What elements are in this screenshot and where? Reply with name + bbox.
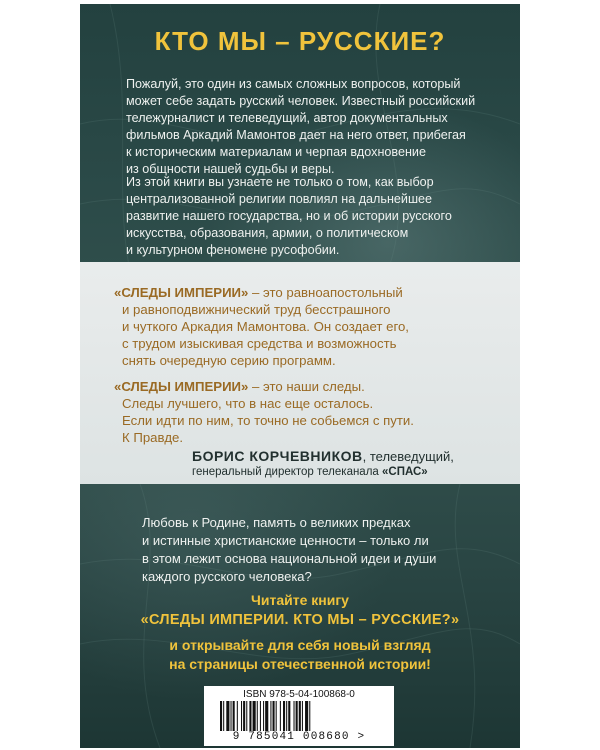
barcode-bar	[237, 701, 238, 731]
author-line	[192, 448, 512, 464]
quote-line: К Правде.	[122, 430, 184, 445]
quote-text: – это равноапостольный	[248, 285, 403, 300]
quote-second-line	[114, 378, 494, 395]
quote-line: и чуткого Аркадия Мамонтова. Он создает его,	[122, 319, 409, 334]
barcode-bar	[276, 701, 277, 731]
barcode-bar	[299, 701, 301, 731]
cover-title: КТО МЫ – РУССКИЕ?	[154, 26, 446, 56]
barcode-bar	[246, 701, 247, 731]
second-line: и культурном феномене русофобии.	[126, 243, 340, 257]
barcode-bar	[260, 701, 261, 731]
barcode-bar	[226, 701, 229, 731]
barcode-bar	[283, 701, 285, 731]
quote-line: снять очередную серию программ.	[122, 353, 336, 368]
quote-text: – это наши следы.	[248, 379, 365, 394]
barcode-bar	[265, 701, 268, 731]
quote-line: и равноподвижнический труд бесстрашного	[122, 302, 391, 317]
barcode-bar	[288, 701, 290, 731]
barcode-bar	[270, 701, 271, 731]
cta-line: и открывайте для себя новый взгляд	[169, 637, 431, 653]
second-line: развитие нашего государства, но и об истории русского	[126, 209, 452, 223]
second-line: искусства, образования, армии, о политическом	[126, 226, 409, 240]
barcode-digits: 9 785041 008680 >	[232, 731, 366, 743]
cta-book-title: «СЛЕДЫ ИМПЕРИИ. КТО МЫ – РУССКИЕ?»	[140, 612, 460, 628]
closing-line: каждого русского человека?	[142, 569, 312, 584]
barcode-bar	[243, 701, 245, 731]
barcode-bar	[257, 701, 258, 731]
barcode-bar	[273, 701, 275, 731]
barcode-box	[204, 686, 394, 746]
quote-first	[114, 284, 494, 369]
barcode-bar	[302, 701, 303, 731]
closing-line: в этом лежит основа национальной идеи и души	[142, 551, 437, 566]
quote-title: «СЛЕДЫ ИМПЕРИИ»	[114, 285, 249, 300]
cta-text	[80, 636, 520, 674]
cta-line: на страницы отечественной истории!	[169, 656, 431, 672]
quote-title: «СЛЕДЫ ИМПЕРИИ»	[114, 379, 249, 394]
closing-line: и истинные христианские ценности – только ли	[142, 533, 429, 548]
intro-line: фильмов Аркадий Мамонтов дает на него ответ, прибегая	[126, 128, 466, 142]
author-position	[192, 466, 512, 478]
barcode-bar	[249, 701, 251, 731]
intro-line: Пожалуй, это один из самых сложных вопросов, который	[126, 77, 461, 91]
barcode-bar	[231, 701, 232, 731]
quote-second	[114, 378, 494, 446]
quote-author	[192, 448, 512, 478]
author-name: БОРИС КОРЧЕВНИКОВ	[192, 448, 363, 464]
intro-paragraph	[126, 76, 486, 178]
channel-name: «СПАС»	[382, 466, 428, 478]
barcode-bar	[286, 701, 287, 731]
author-role: , телеведущий,	[362, 449, 454, 464]
intro-line: из общности нашей судьбы и веры.	[126, 162, 335, 176]
closing-line: Любовь к Родине, память о великих предках	[142, 515, 411, 530]
second-line: Из этой книги вы узнаете не только о том, как выбор	[126, 175, 434, 189]
barcode-bar	[223, 701, 224, 731]
quote-first-line	[114, 284, 494, 301]
isbn-text: ISBN 978-5-04-100868-0	[243, 689, 355, 700]
barcode-bar	[233, 701, 235, 731]
intro-line: к историческим материалам и черпая вдохновение	[126, 145, 426, 159]
barcode-bar	[294, 701, 295, 731]
author-position-text: генеральный директор телеканала	[192, 466, 383, 478]
barcode-bar	[241, 701, 242, 731]
second-paragraph	[126, 174, 486, 259]
quote-panel	[80, 262, 520, 484]
quote-line: Если идти по ним, то точно не собьемся с пути.	[122, 413, 414, 428]
intro-line: может себе задать русский человек. Известный российский	[126, 94, 476, 108]
cta-read: Читайте книгу	[251, 592, 349, 608]
quote-line: с трудом изыскивая средства и возможность	[122, 336, 397, 351]
second-line: централизованной религии повлиял на дальнейшее	[126, 192, 433, 206]
barcode-bar	[305, 701, 308, 731]
barcode-bar	[280, 701, 281, 731]
barcode-bar	[220, 701, 222, 731]
barcode-bar	[296, 701, 298, 731]
cover-background	[80, 4, 520, 748]
barcode-bar	[253, 701, 256, 731]
intro-line: тележурналист и телеведущий, автор документальных	[126, 111, 448, 125]
barcode-bar	[263, 701, 264, 731]
closing-paragraph	[142, 514, 502, 586]
barcode-bars	[218, 701, 382, 731]
quote-line: Следы лучшего, что в нас еще осталось.	[122, 396, 374, 411]
barcode-bar	[309, 701, 310, 731]
